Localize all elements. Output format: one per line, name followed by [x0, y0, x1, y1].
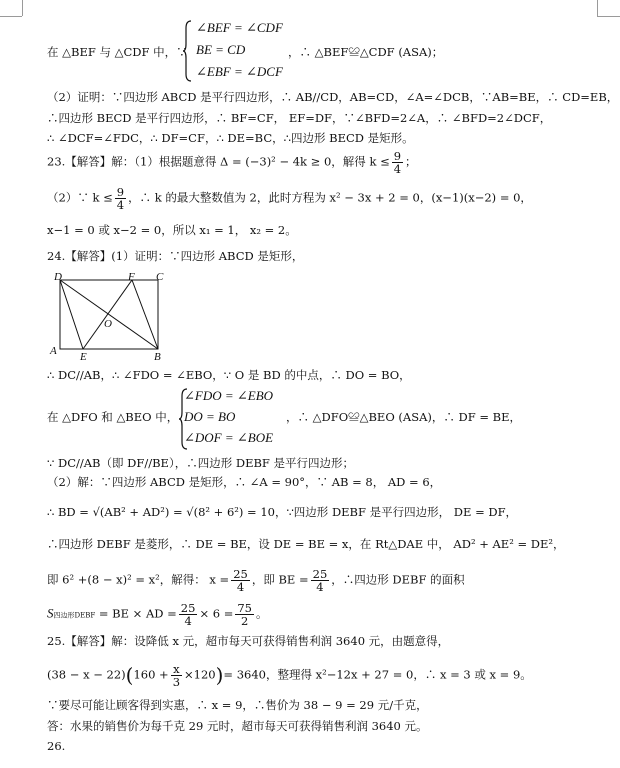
- text: ，∴四边形 DEBF 的面积: [331, 572, 465, 587]
- q24-line-9: [47, 602, 267, 627]
- proof-line: ∴四边形 BECD 是平行四边形，∴ BF=CF， EF=DF，∵∠BFD=2∠A，∴ ∠BFD=2∠DCF，: [47, 111, 552, 125]
- label-e: E: [80, 351, 87, 362]
- proof-line: ∴ ∠DCF=∠FDC，∴ DF=CF，∴ DE=BC，∴四边形 BECD 是矩形。: [47, 131, 414, 145]
- congruence-statement-1: [47, 45, 188, 60]
- fraction: [179, 602, 198, 627]
- q26-heading: 26.: [47, 739, 66, 753]
- denominator: 4: [236, 580, 245, 594]
- brace-1: [183, 20, 193, 82]
- label-o: O: [104, 318, 112, 330]
- text: （2）∵ k ≤: [47, 190, 113, 205]
- crop-mark-right-h: [597, 16, 620, 17]
- text: = BE × AD =: [95, 606, 177, 621]
- diagonal-bd: [60, 280, 158, 349]
- text: ，即 BE =: [251, 572, 309, 587]
- area-subscript: 四边形DEBF: [53, 611, 96, 620]
- denominator: 4: [184, 614, 192, 628]
- numerator: x: [171, 663, 182, 676]
- area-symbol: S: [47, 605, 54, 621]
- text: ；: [405, 154, 417, 169]
- q23-line-2: [47, 186, 532, 211]
- system-row: ∠BEF = ∠CDF: [196, 20, 283, 35]
- fraction: [171, 663, 182, 688]
- q24-line-1: 24.【解答】(1）证明：∵四边形 ABCD 是矩形，: [47, 249, 304, 263]
- fraction: [311, 568, 330, 593]
- q23-line-1: [47, 150, 417, 175]
- q24-line-2: ∴ DC//AB，∴ ∠FDO = ∠EBO，∵ O 是 BD 的中点，∴ DO = BO，: [47, 368, 411, 382]
- text: = 3640，整理得 x²−12x + 27 = 0，∴ x = 3 或 x = 9。: [223, 667, 532, 682]
- system-row: ∠DOF = ∠BOE: [184, 430, 274, 445]
- q24-line-7: ∴四边形 DEBF 是菱形，∴ DE = BE，设 DE = BE = x，在 Rt△DAE 中， AD² + AE² = DE²，: [47, 537, 565, 551]
- label-f: F: [128, 271, 135, 283]
- q25-line-1: 25.【解答】解：设降低 x 元，超市每天可获得销售利润 3640 元，由题意得，: [47, 634, 450, 648]
- label-a: A: [50, 345, 57, 357]
- q24-line-4: ∵ DC//AB（即 DF//BE），∴四边形 DEBF 是平行四边形；: [47, 456, 355, 470]
- system-row: ∠EBF = ∠DCF: [196, 64, 283, 79]
- denominator: 4: [116, 198, 125, 212]
- denominator: 3: [172, 675, 181, 689]
- text: 在 △DFO 和 △BEO 中，: [47, 410, 179, 424]
- fraction: [235, 602, 254, 627]
- system-row: ∠FDO = ∠EBO: [184, 388, 274, 403]
- rectangle-figure: [48, 270, 173, 362]
- fraction: [392, 150, 403, 175]
- q24-line-5: （2）解：∵四边形 ABCD 是矩形，∴ ∠A = 90°，∵ AB = 8， AD = 6，: [47, 475, 442, 489]
- text: (38 − x − 22): [47, 667, 126, 682]
- label-c: C: [156, 271, 164, 283]
- numerator: 9: [116, 185, 125, 199]
- numerator: 25: [312, 567, 328, 581]
- text: 。: [255, 606, 268, 621]
- paren-open: (: [125, 663, 134, 687]
- system-row: DO = BO: [184, 409, 236, 424]
- text: ，∴ △DFO≌△BEO (ASA)，∴ DF = BE，: [286, 410, 522, 424]
- text: ，∴ △BEF≌△CDF (ASA)；: [288, 45, 444, 59]
- fraction: [115, 186, 126, 211]
- q25-line-4: 答：水果的销售价为每千克 29 元时，超市每天可获得销售利润 3640 元。: [47, 719, 428, 733]
- text: ×120: [184, 667, 216, 682]
- numerator: 25: [180, 601, 196, 615]
- segment-de: [60, 280, 83, 349]
- fraction: [231, 568, 250, 593]
- q24-line-3: [47, 410, 178, 425]
- text: 160 +: [133, 667, 169, 682]
- crop-mark-left-v: [22, 0, 23, 16]
- denominator: 2: [241, 614, 249, 628]
- numerator: 75: [237, 601, 252, 615]
- q24-line-8: [47, 568, 465, 593]
- label-d: D: [54, 271, 62, 283]
- q24-line-6: ∴ BD = √(AB² + AD²) = √(8² + 6²) = 10，∵四边形 DEBF 是平行四边形， DE = DF，: [47, 505, 518, 519]
- congruence-conclusion-1: [288, 45, 443, 60]
- crop-mark-left-h: [0, 16, 22, 17]
- text: 在 △BEF 与 △CDF 中，∵: [47, 45, 188, 59]
- text: × 6 =: [199, 606, 234, 621]
- q25-line-2: [47, 663, 532, 688]
- text: ，∴ k 的最大整数值为 2，此时方程为 x² − 3x + 2 = 0，(x−1)(x−2) = 0，: [128, 190, 532, 205]
- crop-mark-right-v: [597, 0, 598, 16]
- denominator: 4: [393, 162, 402, 176]
- denominator: 4: [316, 580, 324, 594]
- label-b: B: [154, 351, 161, 362]
- segment-fb: [132, 280, 158, 349]
- system-row: BE = CD: [196, 42, 246, 57]
- numerator: 25: [233, 567, 248, 581]
- text: 即 6² +(8 − x)² = x²，解得： x =: [47, 572, 230, 587]
- text: 23.【解答】解：（1）根据题意得 Δ = (−3)² − 4k ≥ 0，解得 k ≤: [47, 154, 390, 169]
- paren-close: ): [215, 663, 224, 687]
- q24-line-3b: [286, 410, 521, 425]
- numerator: 9: [393, 149, 402, 163]
- q25-line-3: ∵要尽可能让顾客得到实惠，∴ x = 9，∴售价为 38 − 9 = 29 元/千克，: [47, 698, 428, 712]
- q23-line-3: x−1 = 0 或 x−2 = 0，所以 x₁ = 1， x₂ = 2。: [47, 223, 297, 237]
- segment-ef: [83, 280, 132, 349]
- proof-line: （2）证明：∵四边形 ABCD 是平行四边形，∴ AB//CD，AB=CD，∠A=∠DCB，∵AB=BE，∴ CD=EB，: [47, 90, 619, 104]
